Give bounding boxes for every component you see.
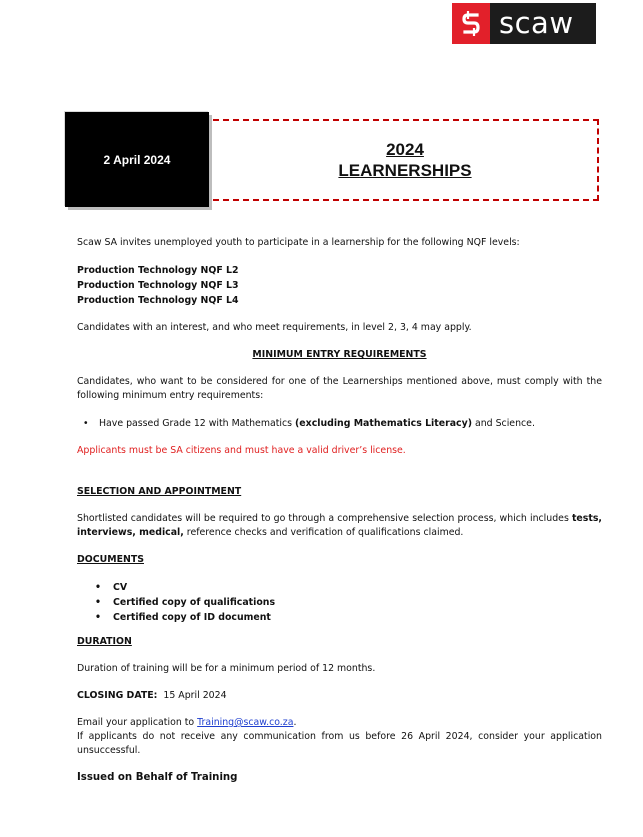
- citizenship-requirement: Applicants must be SA citizens and must have a valid driver’s license.: [77, 445, 406, 456]
- duration-text: Duration of training will be for a minimum period of 12 months.: [77, 663, 376, 674]
- title-box: [213, 119, 599, 201]
- email-link[interactable]: Training@scaw.co.za: [197, 717, 294, 728]
- issue-date: 2 April 2024: [103, 152, 171, 167]
- requirements-heading: MINIMUM ENTRY REQUIREMENTS: [252, 349, 427, 360]
- requirements-list: [81, 416, 602, 431]
- scaw-logo: [452, 3, 596, 44]
- document-item: • Certified copy of ID document: [95, 610, 602, 625]
- requirement-item: [81, 416, 602, 431]
- scaw-logo-mark-icon: [452, 3, 490, 44]
- program-list: [77, 263, 602, 308]
- title-year: 2024: [386, 140, 424, 159]
- document-item: • CV: [95, 580, 602, 595]
- selection-text-end: reference checks and verification of qualifications claimed.: [183, 527, 464, 538]
- requirements-intro: Candidates, who want to be considered for one of the Learnerships mentioned above, must comply with the following minimum entry requirements:: [77, 376, 602, 401]
- documents-list: [95, 580, 602, 625]
- document-item: • Certified copy of qualifications: [95, 595, 602, 610]
- requirement-exclusion: (excluding Mathematics Literacy): [295, 418, 472, 429]
- program-item: Production Technology NQF L4: [77, 295, 239, 306]
- contact-block: [77, 716, 602, 758]
- duration-heading: DURATION: [77, 636, 132, 647]
- logo-wordmark: scaw: [499, 6, 574, 40]
- apply-note: Candidates with an interest, and who meet requirements, in level 2, 3, 4 may apply.: [77, 322, 472, 333]
- requirement-text-end: and Science.: [472, 418, 535, 429]
- date-box: [65, 112, 209, 207]
- communication-notice: If applicants do not receive any communication from us before 26 April 2024, consider your application unsuccessful.: [77, 731, 602, 756]
- contact-text-end: .: [293, 717, 297, 728]
- requirement-text: Have passed Grade 12 with Mathematics: [99, 418, 295, 429]
- selection-methods: tests, interviews, medical,: [77, 513, 602, 538]
- selection-text-start: Shortlisted candidates will be required to go through a comprehensive selection process, which includes: [77, 513, 572, 524]
- intro-text: Scaw SA invites unemployed youth to participate in a learnership for the following NQF levels:: [77, 237, 520, 248]
- selection-text: [77, 512, 602, 540]
- selection-heading: SELECTION AND APPOINTMENT: [77, 486, 242, 497]
- contact-text: Email your application to: [77, 717, 198, 728]
- program-item: Production Technology NQF L3: [77, 280, 239, 291]
- program-item: Production Technology NQF L2: [77, 265, 239, 276]
- issued-by: Issued on Behalf of Training: [77, 772, 238, 783]
- closing-date-label: CLOSING DATE:: [77, 690, 158, 701]
- page-title: LEARNERSHIPS: [338, 161, 472, 180]
- closing-date: [77, 689, 602, 703]
- closing-date-value: 15 April 2024: [163, 690, 227, 701]
- document-body: [77, 236, 602, 798]
- documents-heading: DOCUMENTS: [77, 554, 144, 565]
